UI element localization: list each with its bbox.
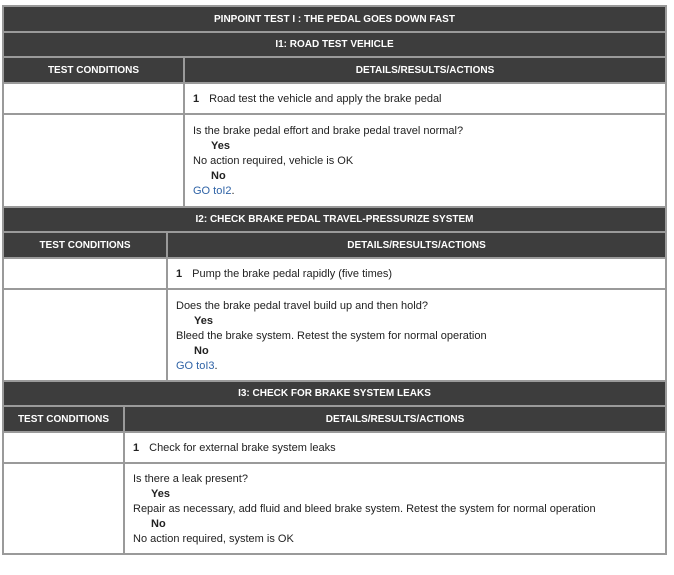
column-header-details: DETAILS/RESULTS/ACTIONS: [184, 57, 666, 83]
column-header-test-conditions: TEST CONDITIONS: [3, 232, 167, 258]
results-cell: [124, 463, 666, 554]
go-to-i3-link[interactable]: GO toI3: [176, 359, 215, 372]
step-number: 1: [133, 441, 140, 454]
column-header-details: DETAILS/RESULTS/ACTIONS: [124, 406, 666, 432]
link-suffix: .: [214, 359, 218, 372]
yes-label: Yes: [151, 488, 170, 500]
column-header-details: DETAILS/RESULTS/ACTIONS: [167, 232, 666, 258]
link-suffix: .: [231, 185, 235, 197]
step-cell: [184, 83, 666, 114]
section-heading-i2: I2: CHECK BRAKE PEDAL TRAVEL-PRESSURIZE SYSTEM: [3, 207, 666, 232]
pinpoint-test-document: [2, 5, 667, 555]
step-text: Road test the vehicle and apply the brake pedal: [209, 92, 442, 105]
section-heading-i1: I1: ROAD TEST VEHICLE: [3, 32, 666, 57]
step-cell: [167, 258, 666, 289]
yes-label: Yes: [211, 140, 230, 152]
question-text: Is there a leak present?: [133, 473, 248, 485]
section-i3-table: [2, 380, 667, 555]
question-text: Is the brake pedal effort and brake pedal travel normal?: [193, 125, 464, 137]
step-text: Check for external brake system leaks: [149, 441, 336, 454]
yes-action: Bleed the brake system. Retest the system for normal operation: [176, 329, 487, 342]
test-conditions-cell: [3, 114, 184, 207]
question-text: Does the brake pedal travel build up and then hold?: [176, 299, 428, 312]
test-conditions-cell: [3, 432, 124, 463]
yes-label: Yes: [194, 314, 213, 327]
no-action: No action required, system is OK: [133, 533, 294, 545]
yes-action: No action required, vehicle is OK: [193, 155, 354, 167]
test-conditions-cell: [3, 83, 184, 114]
no-label: No: [194, 344, 209, 357]
yes-action: Repair as necessary, add fluid and bleed brake system. Retest the system for normal operation: [133, 503, 596, 515]
section-heading-i3: I3: CHECK FOR BRAKE SYSTEM LEAKS: [3, 381, 666, 406]
test-conditions-cell: [3, 289, 167, 381]
column-header-test-conditions: TEST CONDITIONS: [3, 57, 184, 83]
step-number: 1: [176, 267, 183, 280]
results-cell: [184, 114, 666, 207]
step-number: 1: [193, 92, 200, 105]
no-label: No: [211, 170, 226, 182]
step-text: Pump the brake pedal rapidly (five times): [192, 267, 393, 280]
pinpoint-test-title: PINPOINT TEST I : THE PEDAL GOES DOWN FAST: [3, 6, 666, 32]
section-i1-table: [2, 5, 667, 208]
section-i2-table: [2, 206, 667, 382]
step-cell: [124, 432, 666, 463]
test-conditions-cell: [3, 463, 124, 554]
no-label: No: [151, 518, 166, 530]
go-to-i2-link[interactable]: GO toI2: [193, 185, 232, 197]
test-conditions-cell: [3, 258, 167, 289]
results-cell: [167, 289, 666, 381]
column-header-test-conditions: TEST CONDITIONS: [3, 406, 124, 432]
